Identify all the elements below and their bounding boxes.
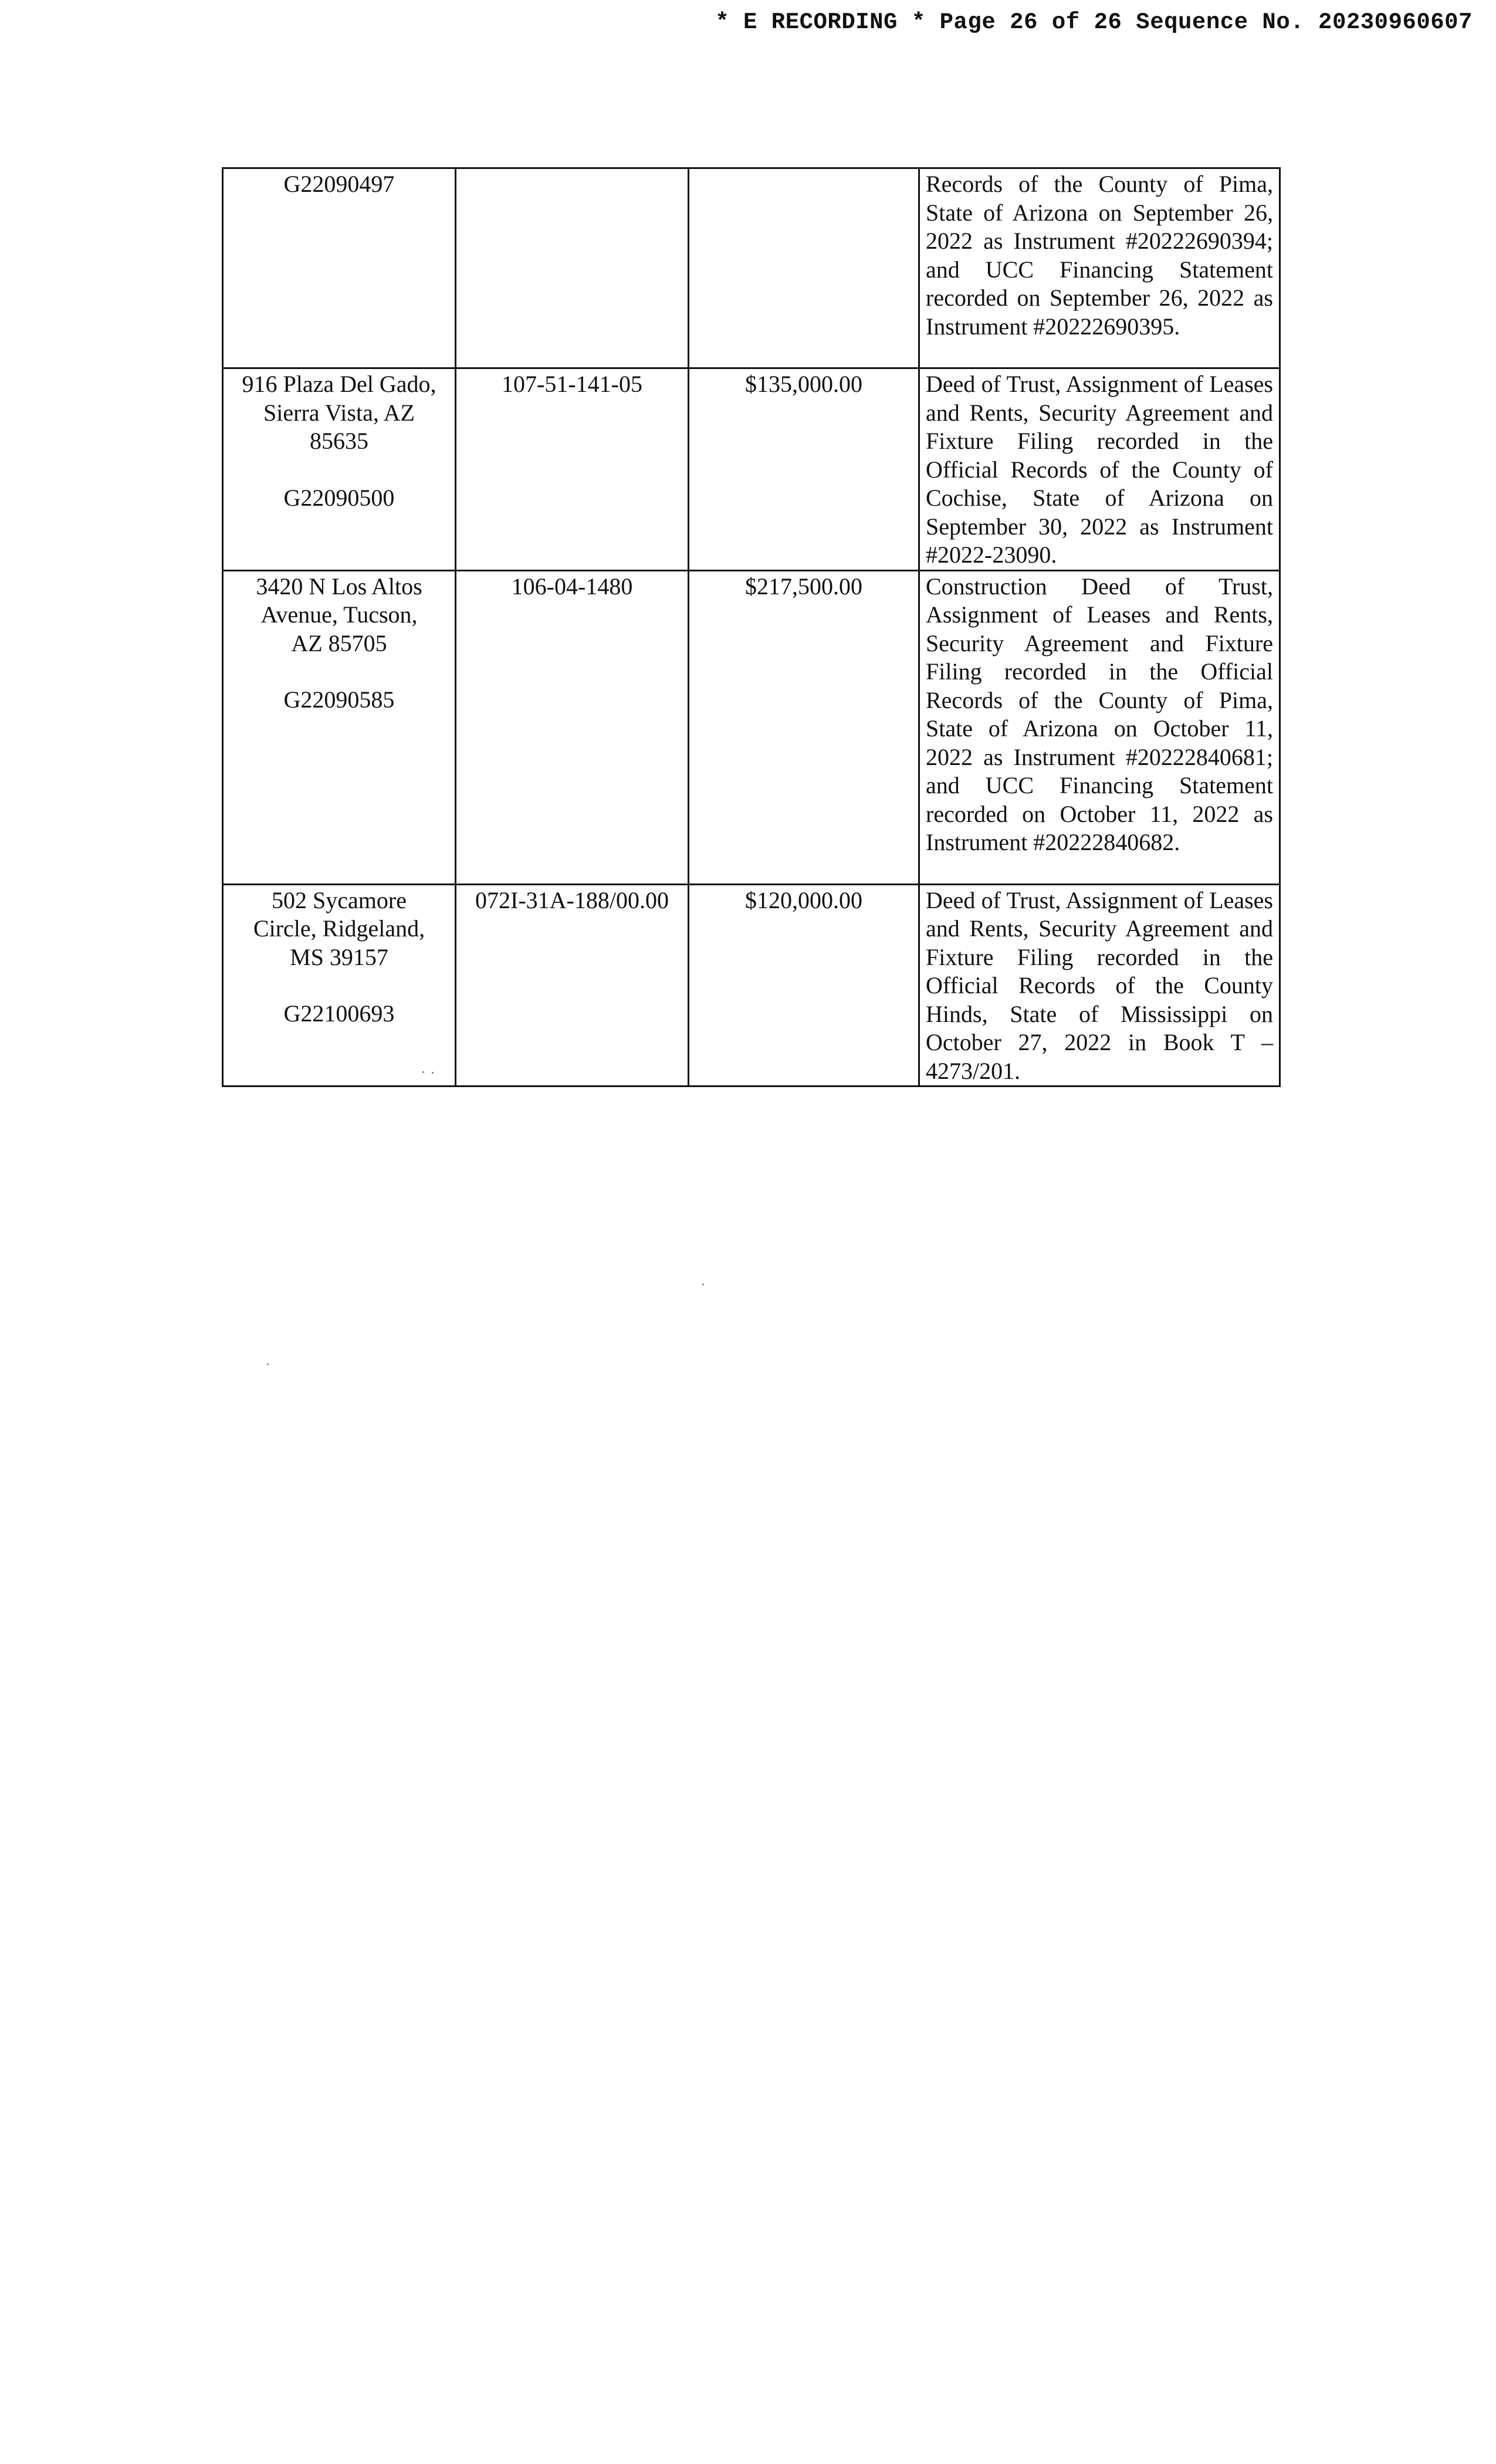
scan-speck	[432, 1072, 434, 1074]
address-line: AZ 85705	[291, 629, 387, 656]
property-cell	[223, 368, 456, 571]
description-cell: Deed of Trust, Assignment of Leases and Rents, Security Agreement and Fixture Filing recorded in the Official Records of the County Hinds, State of Mississippi on October 27, 2022 in Book T – 4273/201.	[919, 884, 1280, 1087]
apn-cell: 106-04-1480	[456, 570, 689, 884]
property-cell	[223, 168, 456, 368]
amount-cell: $135,000.00	[689, 368, 919, 571]
address-line: 3420 N Los Altos	[256, 573, 422, 600]
table-row	[223, 570, 1280, 884]
scan-speck	[422, 1071, 424, 1073]
scan-speck	[702, 1284, 704, 1285]
property-schedule-table	[222, 167, 1281, 1087]
scan-speck	[267, 1363, 269, 1365]
recording-header: * E RECORDING * Page 26 of 26 Sequence No. 20230960607	[715, 9, 1473, 35]
table-row	[223, 168, 1280, 368]
loan-id: G22100693	[283, 1000, 395, 1027]
property-cell	[223, 570, 456, 884]
description-cell: Deed of Trust, Assignment of Leases and Rents, Security Agreement and Fixture Filing recorded in the Official Records of the County of Cochise, State of Arizona on September 30, 2022 as Instrument #2022-23090.	[919, 368, 1280, 571]
amount-cell: $217,500.00	[689, 570, 919, 884]
amount-cell	[689, 168, 919, 368]
address-line: MS 39157	[290, 943, 388, 970]
description-cell: Construction Deed of Trust, Assignment of Leases and Rents, Security Agreement and Fixture Filing recorded in the Official Records of the County of Pima, State of Arizona on October 11, 2022 as Instrument #20222840681; and UCC Financing Statement recorded on October 11, 2022 as Instrument #20222840682.	[919, 570, 1280, 884]
apn-cell: 107-51-141-05	[456, 368, 689, 571]
loan-id: G22090585	[283, 686, 395, 713]
address-line: 85635	[310, 428, 368, 454]
amount-cell: $120,000.00	[689, 884, 919, 1087]
address-line: Avenue, Tucson,	[260, 601, 418, 628]
loan-id: G22090497	[283, 171, 395, 197]
address-line: Circle, Ridgeland,	[253, 915, 425, 942]
description-cell: Records of the County of Pima, State of Arizona on September 26, 2022 as Instrument #20222690394; and UCC Financing Statement recorded on September 26, 2022 as Instrument #20222690395.	[919, 168, 1280, 368]
address-line: 502 Sycamore	[272, 886, 407, 913]
address-line: Sierra Vista, AZ	[263, 399, 415, 426]
table-row	[223, 368, 1280, 571]
property-cell	[223, 884, 456, 1087]
loan-id: G22090500	[283, 484, 395, 511]
apn-cell	[456, 168, 689, 368]
address-line: 916 Plaza Del Gado,	[242, 371, 436, 397]
apn-cell: 072I-31A-188/00.00	[456, 884, 689, 1087]
table-row	[223, 884, 1280, 1087]
